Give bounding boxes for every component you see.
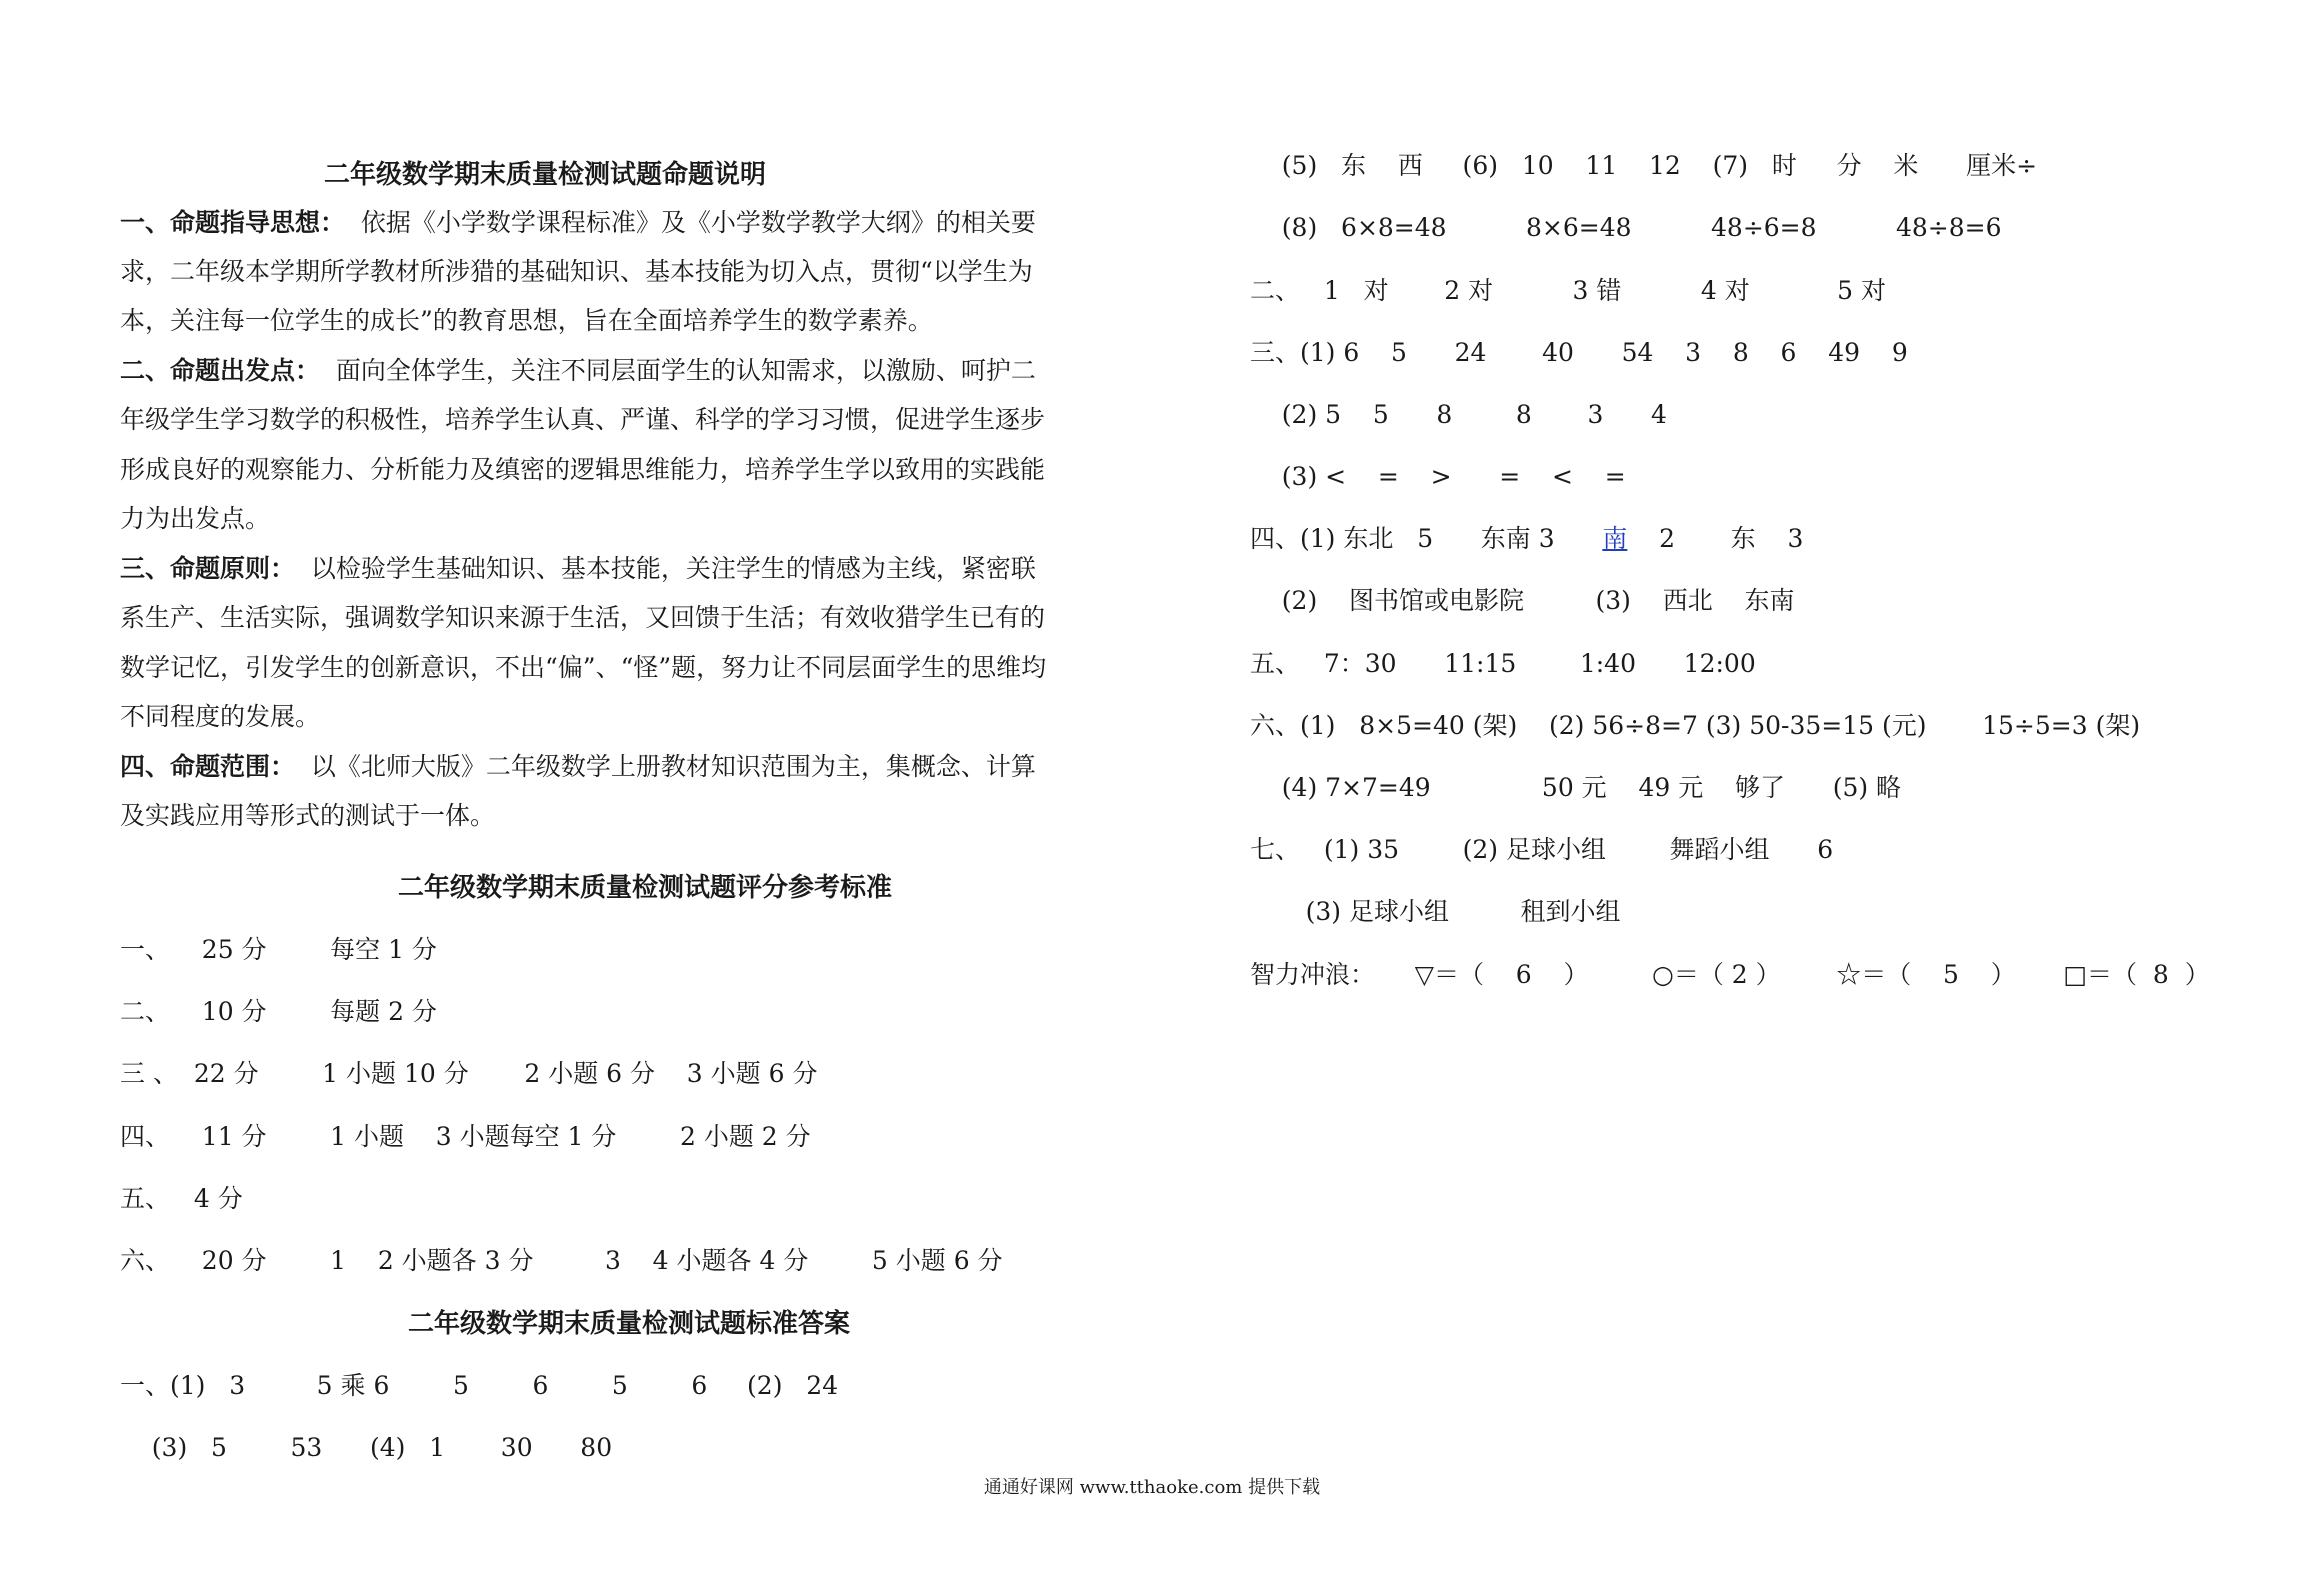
scoring-row-2: 二、 10 分 每题 2 分 bbox=[120, 997, 437, 1026]
section-2-line-4: 力为出发点。 bbox=[120, 504, 271, 533]
scoring-row-6: 六、 20 分 1 2 小题各 3 分 3 4 小题各 4 分 5 小题 6 分 bbox=[120, 1246, 1003, 1275]
section-1-line-2: 求，二年级本学期所学教材所涉猎的基础知识、基本技能为切入点，贯彻“以学生为 bbox=[120, 257, 1033, 286]
section-2-line-2: 年级学生学习数学的积极性，培养学生认真、严谨、科学的学习习惯，促进学生逐步 bbox=[120, 405, 1046, 434]
scoring-title: 二年级数学期末质量检测试题评分参考标准 bbox=[398, 873, 893, 903]
section-3-line-1: 三、命题原则： 以检验学生基础知识、基本技能，关注学生的情感为主线，紧密联 bbox=[120, 554, 1036, 583]
section-2-heading: 二、命题出发点： bbox=[120, 356, 321, 385]
south-link[interactable]: 南 bbox=[1602, 524, 1628, 553]
answer-five: 五、 7：30 11:15 1:40 12:00 bbox=[1250, 649, 1756, 678]
section-2-line-3: 形成良好的观察能力、分析能力及缜密的逻辑思维能力，培养学生学以致用的实践能 bbox=[120, 455, 1046, 484]
section-3-line-2: 系生产、生活实际，强调数学知识来源于生活，又回馈于生活；有效收猎学生已有的 bbox=[120, 603, 1046, 632]
answer-six-line-2: (4) 7×7=49 50 元 49 元 够了 (5) 略 bbox=[1250, 773, 1902, 802]
answer-six-line-1: 六、(1) 8×5=40 (架) (2) 56÷8=7 (3) 50-35=15 (元) 15÷5=3 (架) bbox=[1250, 711, 2141, 740]
answer-seven-line-1: 七、 (1) 35 (2) 足球小组 舞蹈小组 6 bbox=[1250, 835, 1834, 864]
section-4-line-1: 四、命题范围： 以《北师大版》二年级数学上册教材知识范围为主，集概念、计算 bbox=[120, 752, 1036, 781]
section-1-line-3: 本，关注每一位学生的成长”的教育思想，旨在全面培养学生的数学素养。 bbox=[120, 306, 933, 335]
answer-one-line-1: 一、(1) 3 5 乘 6 5 6 5 6 (2) 24 bbox=[120, 1371, 839, 1400]
section-3-line-4: 不同程度的发展。 bbox=[120, 702, 321, 731]
scoring-row-3: 三 、 22 分 1 小题 10 分 2 小题 6 分 3 小题 6 分 bbox=[120, 1059, 818, 1088]
scoring-row-5: 五、 4 分 bbox=[120, 1184, 243, 1213]
answer-two: 二、 1 对 2 对 3 错 4 对 5 对 bbox=[1250, 276, 1886, 305]
section-4-heading: 四、命题范围： bbox=[120, 752, 296, 781]
answer-one-line-3: (5) 东 西 (6) 10 11 12 (7) 时 分 米 厘米÷ bbox=[1250, 151, 2038, 180]
scoring-row-4: 四、 11 分 1 小题 3 小题每空 1 分 2 小题 2 分 bbox=[120, 1122, 811, 1151]
footer-source: 通通好课网 www.tthaoke.com 提供下载 bbox=[983, 1477, 1321, 1498]
explanation-title: 二年级数学期末质量检测试题命题说明 bbox=[324, 160, 767, 190]
section-3-line-3: 数学记忆，引发学生的创新意识，不出“偏”、“怪”题，努力让不同层面学生的思维均 bbox=[120, 653, 1047, 682]
answer-one-line-2: (3) 5 53 (4) 1 30 80 bbox=[120, 1433, 613, 1462]
answer-three-line-1: 三、(1) 6 5 24 40 54 3 8 6 49 9 bbox=[1250, 338, 1908, 367]
answers-title: 二年级数学期末质量检测试题标准答案 bbox=[408, 1309, 851, 1339]
section-1-heading: 一、命题指导思想： bbox=[120, 208, 346, 237]
section-3-heading: 三、命题原则： bbox=[120, 554, 296, 583]
puzzle-answers: 智力冲浪： ▽＝（ 6 ） ○＝（ 2 ） ☆＝（ 5 ） □＝（ 8 ） bbox=[1250, 960, 2210, 989]
answer-three-line-2: (2) 5 5 8 8 3 4 bbox=[1250, 400, 1667, 429]
answer-one-line-4: (8) 6×8=48 8×6=48 48÷6=8 48÷8=6 bbox=[1250, 213, 2002, 242]
answer-four-line-1: 四、(1) 东北 5 东南 3 南 2 东 3 bbox=[1250, 524, 1804, 553]
answer-seven-line-2: (3) 足球小组 租到小组 bbox=[1250, 897, 1621, 926]
answer-four-line-2: (2) 图书馆或电影院 (3) 西北 东南 bbox=[1250, 586, 1795, 615]
section-2-line-1: 二、命题出发点： 面向全体学生，关注不同层面学生的认知需求，以激励、呵护二 bbox=[120, 356, 1036, 385]
section-1-line-1: 一、命题指导思想： 依据《小学数学课程标准》及《小学数学教学大纲》的相关要 bbox=[120, 208, 1036, 237]
scoring-row-1: 一、 25 分 每空 1 分 bbox=[120, 935, 437, 964]
section-4-line-2: 及实践应用等形式的测试于一体。 bbox=[120, 801, 496, 830]
answer-three-line-3: (3) < = > = < = bbox=[1250, 462, 1626, 491]
